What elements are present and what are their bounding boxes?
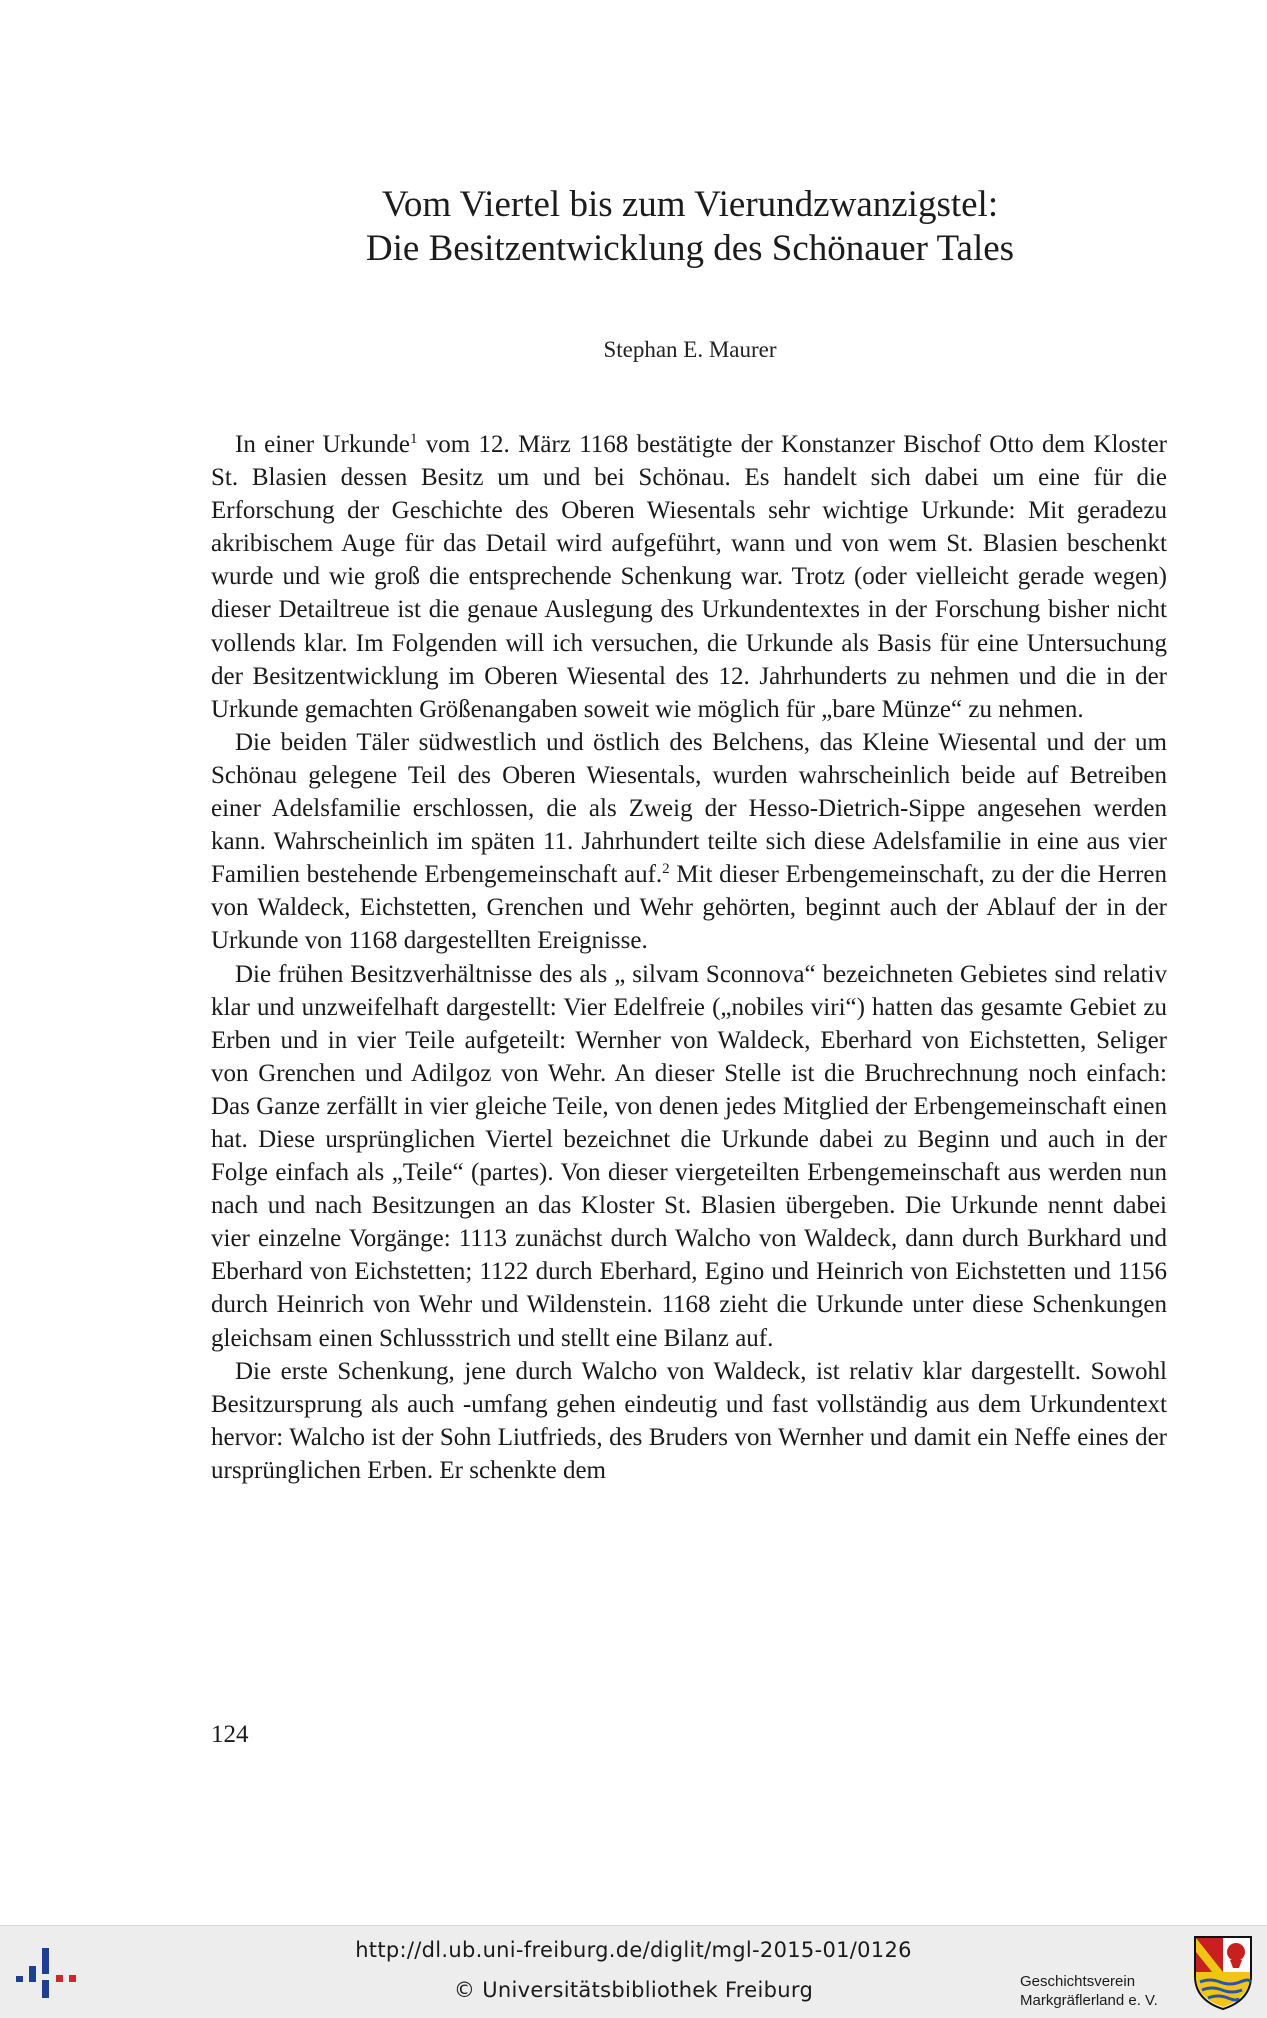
document-url-link[interactable]: http://dl.ub.uni-freiburg.de/diglit/mgl-2015-01/0126 xyxy=(355,1938,912,1962)
copyright-notice: © Universitätsbibliothek Freiburg xyxy=(453,1978,814,2002)
paragraph-text: Die erste Schenkung, jene durch Walcho von Waldeck, ist relativ klar dargestellt. Sowohl Besitzursprung als auch -umfang gehen eindeutig und fast vollständig aus dem Urkundentext hervor: Walcho ist der Sohn Liutfrieds, des Bruders von Wernher und damit ein Neffe eines der ursprünglichen Erben. Er schenkte dem xyxy=(211,1357,1167,1484)
article-title xyxy=(210,183,1170,271)
title-line-2: Die Besitzentwicklung des Schönauer Tales xyxy=(365,228,1015,269)
paragraph xyxy=(211,428,1167,726)
paragraph xyxy=(211,958,1167,1355)
paragraph-text: Die beiden Täler südwestlich und östlich des Belchens, das Kleine Wiesental und der um Schönau gelegene Teil des Oberen Wiesentals, wurden wahrscheinlich beide auf Betreiben einer Adelsfamilie erschlossen, die als Zweig der Hesso-Dietrich-Sippe angesehen werden kann. Wahrscheinlich im späten 11. Jahrhundert teilte sich diese Adelsfamilie in eine aus vier Familien bestehende Erbengemeinschaft auf. xyxy=(211,728,1167,889)
paragraph-text: Mit dieser Erbengemeinschaft, zu der die Herren von Waldeck, Eichstetten, Grenchen und Wehr gehörten, beginnt auch der Ablauf der in der Urkunde von 1168 dargestellten Ereignisse. xyxy=(211,861,1167,955)
society-name xyxy=(1020,1972,1190,2010)
paragraph-text: In einer Urkunde xyxy=(235,431,410,458)
coat-of-arms-icon[interactable] xyxy=(1192,1934,1254,2012)
paragraph-text: vom 12. März 1168 bestätigte der Konstanzer Bischof Otto dem Kloster St. Blasien dessen Besitz um und bei Schönau. Es handelt sich dabei um eine für die Erforschung der Geschichte des Oberen Wiesentals sehr wichtige Urkunde: Mit geradezu akribischem Auge für das Detail wird aufgeführt, wann und von wem St. Blasien beschenkt wurde und wie groß die entsprechende Schenkung war. Trotz (oder vielleicht gerade wegen) dieser Detailtreue ist die genaue Auslegung des Urkundentextes in der Forschung bisher nicht vollends klar. Im Folgenden will ich versuchen, die Urkunde als Basis für eine Untersuchung der Besitzentwicklung im Oberen Wiesental des 12. Jahrhunderts zu nehmen und die in der Urkunde gemachten Größenangaben soweit wie möglich für „bare Münze“ zu nehmen. xyxy=(211,431,1168,723)
paragraph xyxy=(211,726,1167,958)
paragraph-text: Die frühen Besitzverhältnisse des als „ silvam Sconnova“ bezeichneten Gebietes sind relativ klar und unzweifelhaft dargestellt: Vier Edelfreie („nobiles viri“) hatten das gesamte Gebiet zu Erben und in vier Teile aufgeteilt: Wernher von Waldeck, Eberhard von Eichstetten, Seliger von Grenchen und Adilgoz von Wehr. An dieser Stelle ist die Bruchrechnung noch einfach: Das Ganze zerfällt in vier gleiche Teile, von denen jedes Mitglied der Erbengemeinschaft einen hat. Diese ursprünglichen Viertel bezeichnet die Urkunde dabei zu Beginn und auch in der Folge einfach als „Teile“ (partes). Von dieser viergeteilten Erbengemeinschaft aus werden nun nach und nach Besitzungen an das Kloster St. Blasien übergeben. Die Urkunde nennt dabei vier einzelne Vorgänge: 1113 zunächst durch Walcho von Waldeck, dann durch Burkhard und Eberhard von Eichstetten; 1122 durch Eberhard, Egino und Heinrich von Eichstetten und 1156 durch Heinrich von Wehr und Wildenstein. 1168 zieht die Urkunde unter diese Schenkungen gleichsam einen Schlussstrich und stellt eine Bilanz auf. xyxy=(211,960,1167,1352)
society-name-line-1: Geschichtsverein xyxy=(1020,1973,1136,1990)
title-line-1: Vom Viertel bis zum Vierundzwanzigstel: xyxy=(381,184,999,225)
footer-bar xyxy=(0,1925,1267,2018)
author-name: Stephan E. Maurer xyxy=(603,337,777,362)
page-number: 124 xyxy=(211,1721,249,1748)
footnote-ref[interactable]: 1 xyxy=(409,431,418,447)
society-name-line-2: Markgräflerland e. V. xyxy=(1020,1992,1158,2009)
article-body xyxy=(211,428,1167,1487)
paragraph xyxy=(211,1355,1167,1487)
footnote-ref[interactable]: 2 xyxy=(662,861,670,878)
